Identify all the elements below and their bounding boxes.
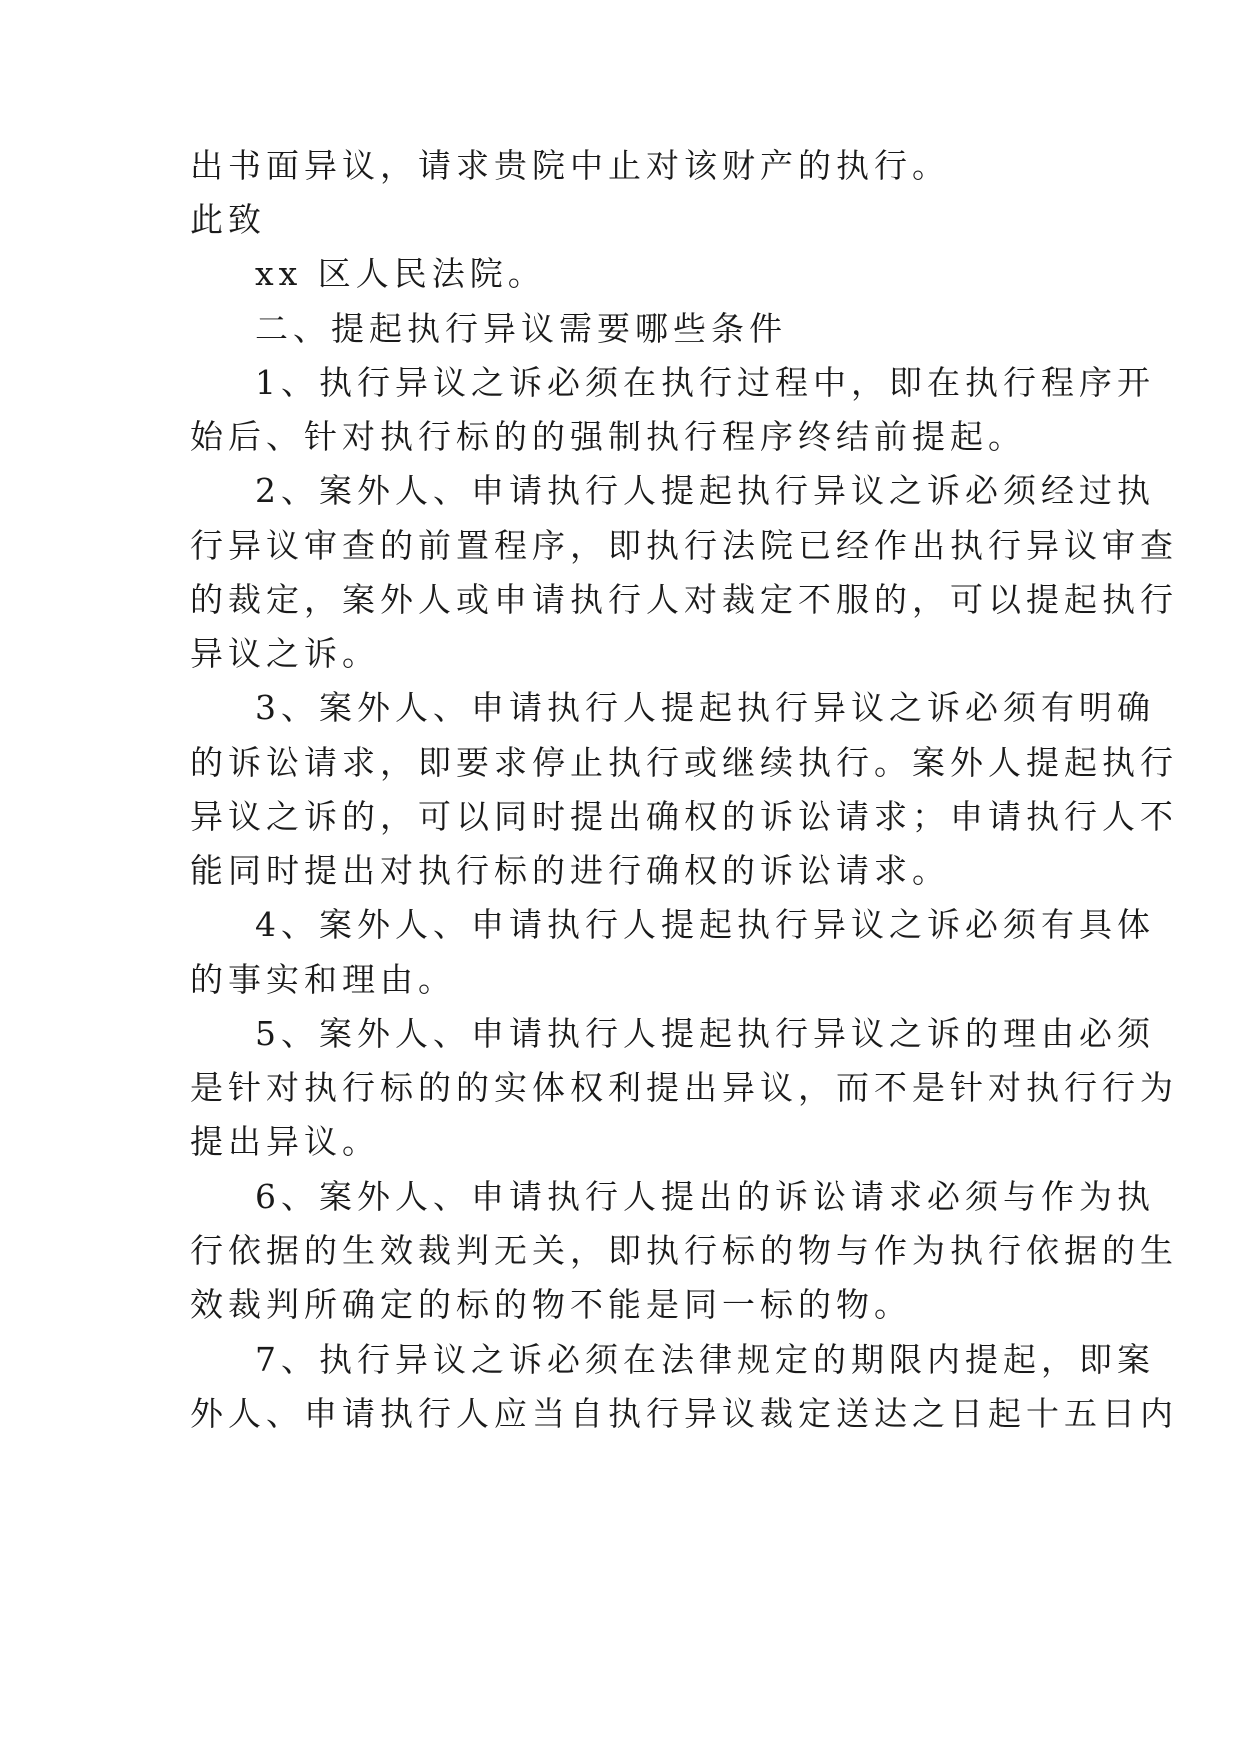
text-line: 1、执行异议之诉必须在执行过程中，即在执行程序开 (255, 363, 1155, 402)
section-heading: 二、提起执行异议需要哪些条件 (255, 309, 787, 348)
text-line: 提出异议。 (190, 1122, 380, 1161)
text-line: 4、案外人、申请执行人提起执行异议之诉必须有具体 (255, 905, 1155, 944)
addressee-line: xx 区人民法院。 (255, 254, 546, 293)
text-line: 始后、针对执行标的的强制执行程序终结前提起。 (190, 417, 1026, 456)
text-line: 2、案外人、申请执行人提起执行异议之诉必须经过执 (255, 471, 1155, 510)
text-line: 的诉讼请求，即要求停止执行或继续执行。案外人提起执行 (190, 743, 1178, 782)
text-line: 的事实和理由。 (190, 960, 456, 999)
text-line: 6、案外人、申请执行人提出的诉讼请求必须与作为执 (255, 1177, 1155, 1216)
text-line: 此致 (190, 200, 266, 239)
text-line: 5、案外人、申请执行人提起执行异议之诉的理由必须 (255, 1014, 1155, 1053)
text-line: 效裁判所确定的标的物不能是同一标的物。 (190, 1285, 912, 1324)
text-line: 是针对执行标的的实体权利提出异议，而不是针对执行行为 (190, 1068, 1178, 1107)
text-line: 外人、申请执行人应当自执行异议裁定送达之日起十五日内 (190, 1394, 1178, 1433)
text-line: 异议之诉。 (190, 634, 380, 673)
text-line: 能同时提出对执行标的进行确权的诉讼请求。 (190, 851, 950, 890)
text-line: 的裁定，案外人或申请执行人对裁定不服的，可以提起执行 (190, 580, 1178, 619)
text-line: 行异议审查的前置程序，即执行法院已经作出执行异议审查 (190, 526, 1178, 565)
text-line: 出书面异议，请求贵院中止对该财产的执行。 (190, 146, 950, 185)
text-line: 3、案外人、申请执行人提起执行异议之诉必须有明确 (255, 688, 1155, 727)
text-line: 行依据的生效裁判无关，即执行标的物与作为执行依据的生 (190, 1231, 1178, 1270)
text-line: 7、执行异议之诉必须在法律规定的期限内提起，即案 (255, 1340, 1155, 1379)
text-line: 异议之诉的，可以同时提出确权的诉讼请求；申请执行人不 (190, 797, 1178, 836)
